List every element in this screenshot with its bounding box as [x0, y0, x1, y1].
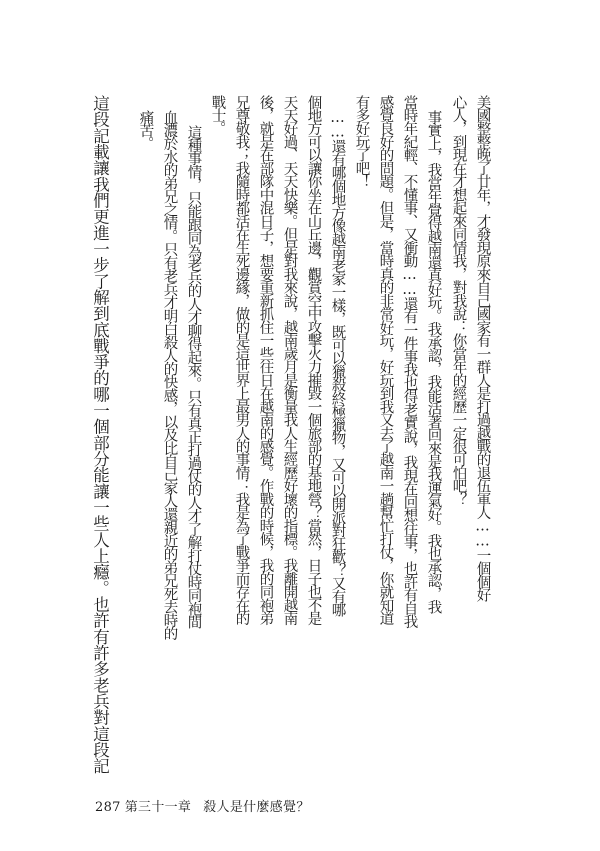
quote-column: 後，就是在部隊中混日子，想要重新抓住一些往日在越南的感覺。作戰的時候，我的同袍弟 — [257, 95, 274, 625]
quote-column: 心人，到現在才想起來同情我，對我說：你當年的經歷一定很可怕吧？ — [450, 95, 467, 506]
page-footer — [95, 796, 310, 815]
quote-column: 痛苦。 — [137, 110, 154, 150]
quote-column: 戰士。 — [209, 95, 226, 135]
quote-column: ……還有哪個地方像越南老家一樣，既可以獵殺終極獵物，又可以開派對狂歡？又有哪 — [329, 110, 346, 617]
quote-column: 個地方可以讓你坐在山丘邊，觀賞空中攻擊火力摧毀一個旅部的基地營？當然，日子也不是 — [305, 95, 322, 625]
page-number: 287 — [95, 800, 121, 815]
quote-column: 天天好過、天天快樂。但是對我來說，越南歲月是衡量我人生經歷好壞的指標。我離開越南 — [281, 95, 298, 625]
quote-column: 有多好玩了吧！ — [353, 95, 370, 188]
chapter-label: 第三十一章 — [124, 800, 192, 815]
quote-column: 美國整整晚了廿年，才發現原來自己國家有一群人是打過越戰的退伍軍人……一個個好 — [474, 95, 491, 602]
quote-column: 兄尊敬我；我隨時都活在生死邊緣，做的是這世界上最男人的事情：我是為了戰爭而存在的 — [233, 95, 250, 625]
quote-column: 感覺良好的問題。但是，當時真的非常好玩，好玩到我又去了越南一趟幫忙打仗，你就知道 — [377, 95, 394, 625]
body-text-column: 這段記載讓我們更進一步了解到底戰爭的哪一個部分能讓一些人上癮。也許有許多老兵對這段記 — [90, 95, 110, 774]
quote-column: 當時年紀輕、不懂事、又衝動……還有一件事我也得老實說，我現在回想往事，也許有自我 — [401, 95, 418, 628]
chapter-title: 殺人是什麼感覺？ — [203, 800, 310, 815]
quote-column: 這種事情，只能跟同為老兵的人才聊得起來。只有真正打過仗的人才了解打仗時同袍間 — [185, 125, 202, 629]
quote-column: 事實上，我當年覺得越南還真好玩。我承認，我能活著回來是我運氣好。我也承認，我 — [425, 110, 442, 614]
quote-column: 血濃於水的弟兄之情。只有老兵才明白殺人的快感，以及比自己家人還親近的弟兄死去時的 — [161, 110, 178, 640]
